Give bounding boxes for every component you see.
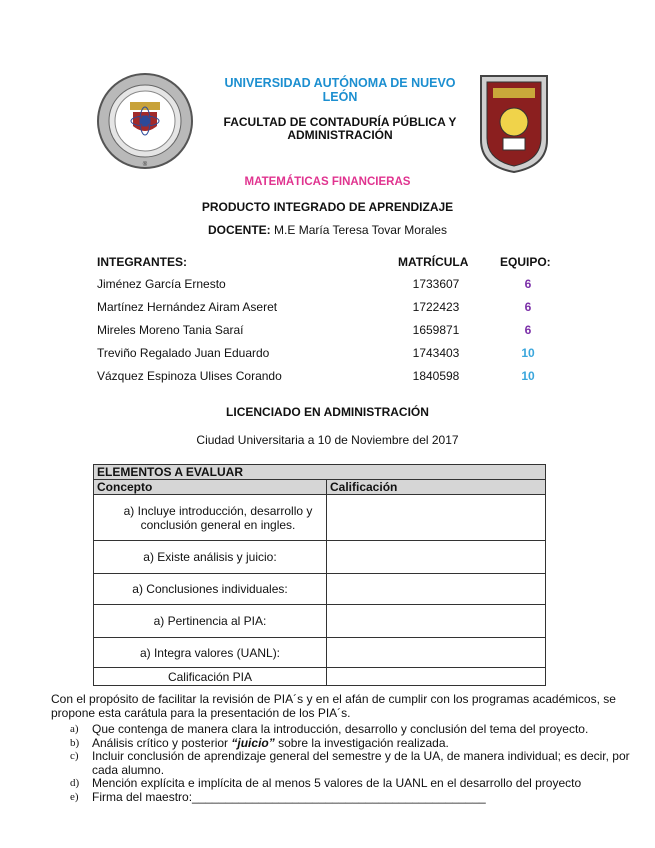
table-header-row xyxy=(94,480,546,495)
item-text-pre: Análisis crítico y posterior xyxy=(92,735,232,750)
item-text: Que contenga de manera clara la introducción, desarrollo y conclusión del tema del proyecto. xyxy=(92,722,589,736)
member-id: 1722423 xyxy=(412,300,460,314)
item-letter: d) xyxy=(70,777,80,789)
member-name: Mireles Moreno Tania Saraí xyxy=(97,323,244,337)
member-name: Treviño Regalado Juan Eduardo xyxy=(97,346,270,360)
members-header-name: INTEGRANTES: xyxy=(97,255,187,269)
table-row xyxy=(94,638,546,668)
item-letter: e) xyxy=(70,790,79,803)
list-item xyxy=(58,750,638,777)
table-row xyxy=(94,495,546,541)
uanl-seal-icon xyxy=(96,72,194,170)
item-letter: b) xyxy=(70,736,80,749)
concept-cell xyxy=(94,495,327,541)
grade-cell[interactable] xyxy=(327,574,546,605)
degree-title: LICENCIADO EN ADMINISTRACIÓN xyxy=(226,405,429,419)
teacher-label: DOCENTE: xyxy=(208,223,271,237)
member-id: 1840598 xyxy=(412,369,460,383)
faculty-name: FACULTAD DE CONTADURÍA PÚBLICA Y ADMINISTRACIÓN xyxy=(223,115,457,142)
member-name: Jiménez García Ernesto xyxy=(97,277,226,291)
member-team: 10 xyxy=(521,369,535,383)
requirements-list xyxy=(58,723,638,804)
table-row xyxy=(94,668,546,686)
facpya-shield-icon xyxy=(475,70,553,174)
concept-cell xyxy=(94,574,327,605)
evaluation-table xyxy=(93,464,546,686)
member-id: 1659871 xyxy=(412,323,460,337)
concept-text: a) Integra valores (UANL): xyxy=(139,645,281,660)
members-header-team: EQUIPO: xyxy=(500,255,551,269)
concept-text: a) Existe análisis y juicio: xyxy=(143,550,277,564)
grade-cell[interactable] xyxy=(327,495,546,541)
final-grade-cell[interactable] xyxy=(327,668,546,686)
item-text: Mención explícita e implícita de al menos 5 valores de la UANL en el desarrollo del proyecto xyxy=(92,776,582,790)
member-team: 10 xyxy=(521,346,535,360)
concept-cell xyxy=(94,541,327,574)
teacher-name: M.E María Teresa Tovar Morales xyxy=(274,223,447,237)
teacher-line xyxy=(0,223,655,237)
col-concept: Concepto xyxy=(94,480,327,495)
svg-text:®: ® xyxy=(142,162,148,168)
table-title-row xyxy=(94,465,546,480)
item-text-post: sobre la investigación realizada. xyxy=(274,735,449,750)
list-item xyxy=(58,791,638,805)
table-row xyxy=(94,605,546,638)
members-header-id: MATRÍCULA xyxy=(398,255,469,269)
item-letter: c) xyxy=(70,750,79,762)
concept-text: a) Conclusiones individuales: xyxy=(132,582,288,596)
final-grade-label: Calificación PIA xyxy=(94,668,327,686)
list-item xyxy=(58,723,638,737)
list-item xyxy=(58,777,638,791)
member-team: 6 xyxy=(524,323,532,337)
table-row xyxy=(94,541,546,574)
item-text: Incluir conclusión de aprendizaje general del semestre y de la UA, de manera individual; es decir, por cada alumno. xyxy=(92,749,630,777)
place-date: Ciudad Universitaria a 10 de Noviembre del 2017 xyxy=(196,433,459,447)
table-row xyxy=(94,574,546,605)
concept-text: a) Pertinencia al PIA: xyxy=(153,614,267,628)
grade-cell[interactable] xyxy=(327,638,546,668)
col-grade: Calificación xyxy=(327,480,546,495)
member-id: 1743403 xyxy=(412,346,460,360)
member-team: 6 xyxy=(524,277,532,291)
concept-cell xyxy=(94,605,327,638)
list-item xyxy=(58,737,638,751)
member-name: Vázquez Espinoza Ulises Corando xyxy=(97,369,282,383)
table-title: ELEMENTOS A EVALUAR xyxy=(94,465,546,480)
member-team: 6 xyxy=(524,300,532,314)
note-intro: Con el propósito de facilitar la revisión de PIA´s y en el afán de cumplir con los programas académicos, se propone esta carátula para la presentación de los PIA´s. xyxy=(51,692,616,720)
subject-title: MATEMÁTICAS FINANCIERAS xyxy=(244,176,411,188)
concept-cell xyxy=(94,638,327,668)
grade-cell[interactable] xyxy=(327,605,546,638)
signature-line[interactable]: Firma del maestro:____________________________________________ xyxy=(92,789,486,804)
product-title: PRODUCTO INTEGRADO DE APRENDIZAJE xyxy=(201,200,454,214)
concept-text: a) Incluye introducción, desarrollo y conclusión general en ingles. xyxy=(123,503,313,532)
member-name: Martínez Hernández Airam Aseret xyxy=(97,300,278,314)
member-id: 1733607 xyxy=(412,277,460,291)
item-text-emphasis: “juicio” xyxy=(231,735,275,750)
grade-cell[interactable] xyxy=(327,541,546,574)
item-letter: a) xyxy=(70,723,79,735)
university-name: UNIVERSIDAD AUTÓNOMA DE NUEVO LEÓN xyxy=(224,76,456,104)
